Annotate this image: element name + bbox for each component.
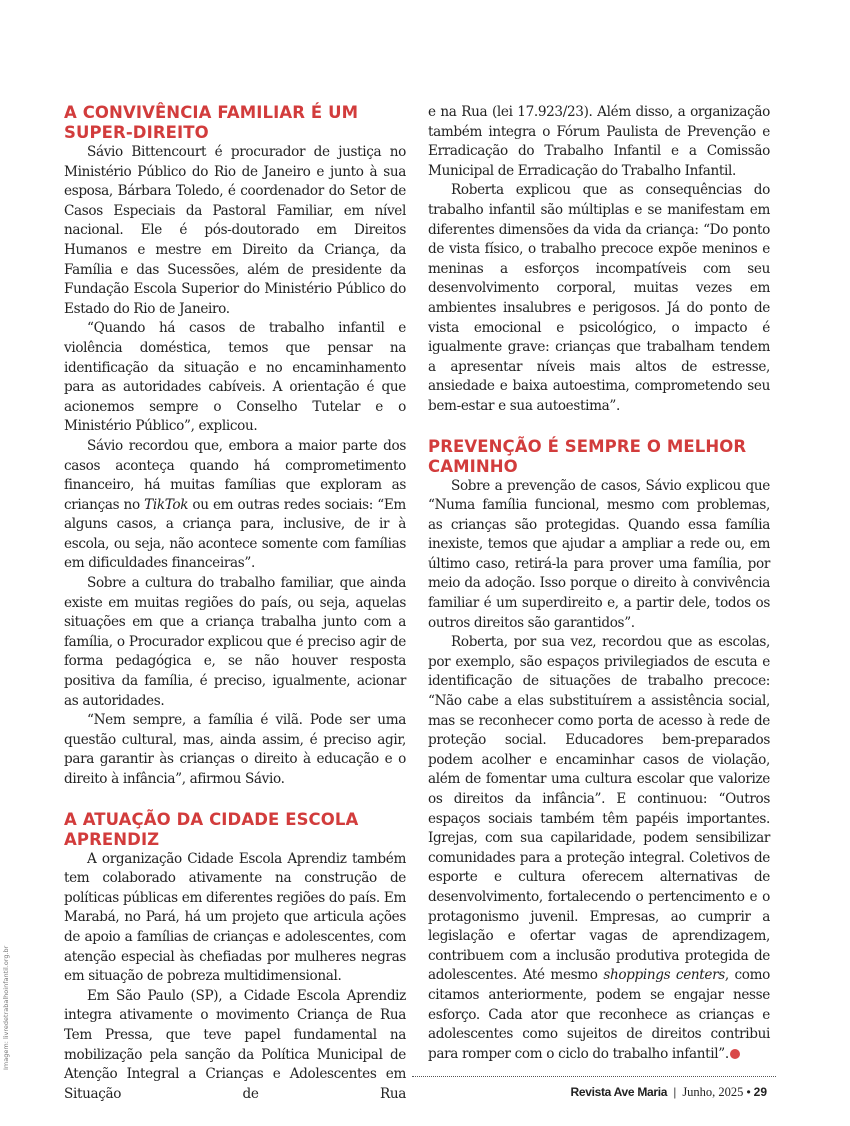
end-of-article-dot-icon: [730, 1049, 740, 1059]
issue-date: Junho, 2025: [682, 1085, 744, 1099]
italic-text: TikTok: [144, 496, 189, 513]
section-heading-convivencia: A CONVIVÊNCIA FAMILIAR É UM SUPER-DIREITO: [64, 103, 359, 142]
paragraph: Em São Paulo (SP), a Cidade Escola Aprendiz integra ativamente o movimento Criança de Rua Tem Pressa, que teve papel fundamental na mobilização pela sanção da Política Municipal de Atenção Integral a Crianças e Adolescentes em Situação de Rua: [64, 987, 406, 1102]
footer-bullet: •: [746, 1085, 751, 1099]
section-heading-cidade-escola: A ATUAÇÃO DA CIDADE ESCOLA APRENDIZ: [64, 809, 359, 849]
paragraph: A organização Cidade Escola Aprendiz também tem colaborado ativamente na construção de políticas públicas em diferentes regiões do país. Em Marabá, no Pará, há um projeto que articula ações de apoio a famílias de crianças e adolescentes, com atenção especial às chefiadas por mulheres negras em situação de pobreza multidimensional.: [64, 850, 406, 985]
paragraph-continued: e na Rua (lei 17.923/23). Além disso, a organização também integra o Fórum Paulista de Prevenção e Erradicação do Trabalho Infantil e a Comissão Municipal de Erradicação do Trabalho Infantil.: [428, 104, 770, 179]
right-column: [428, 103, 770, 1064]
publication-name: Revista Ave Maria: [570, 1085, 668, 1099]
page-footer: [570, 1085, 767, 1100]
text: Roberta, por sua vez, recordou que as escolas, por exemplo, são espaços privilegiados de escuta e identificação de situações de trabalho precoce: “Não cabe a elas substituírem a assistência social, mas se reconhecer como porta de acesso à rede de proteção social. Educadores bem-preparados podem acolher e encaminhar casos de violação, além de fomentar uma cultura escolar que valorize os direitos da infância”. E continuou: “Outros espaços sociais também têm papéis importantes. Igrejas, com sua capilaridade, podem sensibilizar comunidades para a proteção integral. Coletivos de esporte e cultura oferecem alternativas de desenvolvimento, fortalecendo o pertencimento e o protagonismo juvenil. Empresas, ao cumprir a legislação e ofertar vagas de aprendizagem, contribuem com a inclusão produtiva protegida de adolescentes. Até mesmo: [428, 634, 770, 984]
page-number: 29: [753, 1085, 767, 1099]
italic-text: shoppings centers: [603, 967, 725, 984]
left-column: [64, 103, 406, 1104]
section-heading-prevencao: PREVENÇÃO É SEMPRE O MELHOR CAMINHO: [428, 436, 747, 476]
paragraph: Sobre a prevenção de casos, Sávio explicou que “Numa família funcional, mesmo com problemas, as crianças são protegidas. Quando essa família inexiste, temos que ajudar a ampliar a rede ou, em último caso, retirá-la para prover uma família, por meio da adoção. Isso porque o direito à convivência familiar é um superdireito e, a partir dele, todos os outros direitos são garantidos”.: [428, 477, 770, 631]
footer-dotted-rule: [412, 1076, 776, 1077]
paragraph: Sobre a cultura do trabalho familiar, que ainda existe em muitas regiões do país, ou seja, aquelas situações em que a criança trabalha junto com a família, o Procurador explicou que é preciso agir de forma pedagógica e, se não houver resposta positiva da família, é preciso, igualmente, acionar as autoridades.: [64, 575, 406, 709]
paragraph: Roberta explicou que as consequências do trabalho infantil são múltiplas e se manifestam em diferentes dimensões da vida da criança: “Do ponto de vista físico, o trabalho precoce expõe meninos e meninas a esforços incompatíveis com seu desenvolvimento corporal, muitas vezes em ambientes insalubres e perigosos. Já do ponto de vista emocional e psicológico, o impacto é igualmente grave: crianças que trabalham tendem a apresentar níveis mais altos de estresse, ansiedade e baixa autoestima, comprometendo seu bem-estar e sua autoestima”.: [428, 182, 770, 414]
paragraph: “Nem sempre, a família é vilã. Pode ser uma questão cultural, mas, ainda assim, é preciso agir, para garantir às crianças o direito à educação e o direito à infância”, afirmou Sávio.: [64, 712, 406, 787]
image-credit: Imagem: livredetrabalhoinfantil.org.br: [2, 945, 10, 1070]
paragraph: “Quando há casos de trabalho infantil e violência doméstica, temos que pensar na identificação da situação e no encaminhamento para as autoridades cabíveis. A orientação é que acionemos sempre o Conselho Tutelar e o Ministério Público”, explicou.: [64, 320, 406, 435]
paragraph: Sávio Bittencourt é procurador de justiça no Ministério Público do Rio de Janeiro e junto à sua esposa, Bárbara Toledo, é coordenador do Setor de Casos Especiais da Pastoral Familiar, em nível nacional. Ele é pós-doutorado em Direitos Humanos e mestre em Direito da Criança, da Família e das Sucessões, além de presidente da Fundação Escola Superior do Ministério Público do Estado do Rio de Janeiro.: [64, 144, 406, 317]
paragraph: [64, 437, 406, 574]
footer-separator: |: [673, 1085, 677, 1099]
paragraph: [428, 633, 770, 1064]
text: ou em outras redes sociais: “Em alguns casos, a criança para, inclusive, de ir à escola, ou seja, não acontece somente com famílias em dificuldades financeiras”.: [64, 496, 406, 572]
text: , como citamos anteriormente, podem se engajar nesse esforço. Cada ator que reconhece as crianças e adolescentes como sujeitos de direitos contribui para romper com o ciclo do trabalho infantil”.: [428, 967, 770, 1062]
text: Sávio recordou que, embora a maior parte dos casos aconteça quando há comprometimento financeiro, há muitas famílias que exploram as crianças no: [64, 437, 406, 513]
